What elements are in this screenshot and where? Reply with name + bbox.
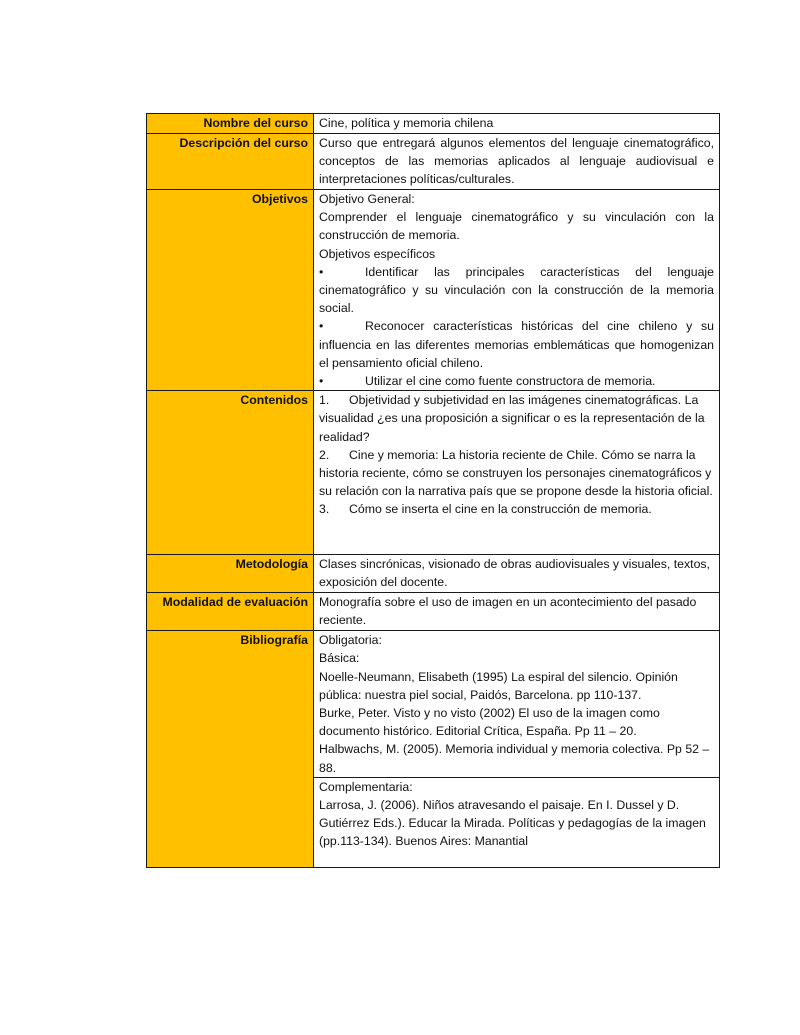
label-descripcion-del-curso: Descripción del curso — [147, 134, 314, 190]
row-metodologia — [147, 555, 720, 593]
objetivo-especifico-text: Reconocer características históricas del cine chileno y su influencia en las diferentes memorias emblemáticas que homogenizan el pensamiento oficial chileno. — [319, 319, 714, 370]
objetivos-especificos-heading: Objetivos específicos — [319, 246, 436, 261]
contenido-item — [319, 391, 714, 446]
label-modalidad-de-evaluacion: Modalidad de evaluación — [147, 593, 314, 631]
label-bibliografia: Bibliografía — [147, 631, 314, 868]
bibliografia-entry: Larrosa, J. (2006). Niños atravesando el paisaje. En I. Dussel y D. Gutiérrez Eds.). Educar la Mirada. Políticas y pedagogías de la imagen (pp.113-134). Buenos Aires: Manantial — [319, 798, 706, 849]
value-bibliografia-complementaria — [314, 777, 720, 867]
row-bibliografia-basica — [147, 631, 720, 778]
course-syllabus-table — [146, 113, 720, 868]
value-objetivos — [314, 190, 720, 391]
bibliografia-entry: Noelle-Neumann, Elisabeth (1995) La espiral del silencio. Opinión pública: nuestra piel social, Paidós, Barcelona. pp 110-137. — [319, 669, 678, 702]
bullet-mark: • — [319, 264, 324, 279]
contenido-text: Cine y memoria: La historia reciente de Chile. Cómo se narra la historia reciente, cómo se construyen los personajes cinematográficos y su relación con la narrativa país que se propone desde la historia oficial. — [319, 447, 713, 499]
value-bibliografia-obligatoria — [314, 631, 720, 778]
objetivo-especifico-item — [319, 263, 714, 318]
bibliografia-complementaria-heading: Complementaria: — [319, 779, 413, 794]
value-metodologia: Clases sincrónicas, visionado de obras audiovisuales y visuales, textos, exposición del docente. — [314, 555, 720, 593]
row-modalidad-de-evaluacion — [147, 593, 720, 631]
value-modalidad-de-evaluacion: Monografía sobre el uso de imagen en un acontecimiento del pasado reciente. — [314, 593, 720, 631]
objetivo-especifico-item — [319, 372, 714, 390]
contenido-item — [319, 446, 714, 501]
objetivo-general-heading: Objetivo General: — [319, 192, 415, 206]
bullet-mark: • — [319, 374, 324, 389]
label-contenidos: Contenidos — [147, 391, 314, 555]
objetivo-general-text: Comprender el lenguaje cinematográfico y su vinculación con la construcción de memoria. — [319, 210, 714, 243]
contenido-text: Cómo se inserta el cine en la construcción de memoria. — [349, 502, 652, 517]
label-nombre-del-curso: Nombre del curso — [147, 114, 314, 134]
bullet-mark: • — [319, 319, 324, 334]
bibliografia-entry: Burke, Peter. Visto y no visto (2002) El uso de la imagen como documento histórico. Editorial Crítica, España. Pp 11 – 20. — [319, 706, 660, 739]
row-objetivos — [147, 190, 720, 391]
contenido-text: Objetividad y subjetividad en las imágenes cinematográficas. La visualidad ¿es una proposición a significar o es la representación de la realidad? — [319, 393, 705, 444]
value-nombre-del-curso: Cine, política y memoria chilena — [314, 114, 720, 134]
row-descripcion-del-curso — [147, 134, 720, 190]
label-metodologia: Metodología — [147, 555, 314, 593]
bibliografia-entry: Halbwachs, M. (2005). Memoria individual y memoria colectiva. Pp 52 – 88. — [319, 742, 710, 775]
value-descripcion-del-curso: Curso que entregará algunos elementos del lenguaje cinematográfico, conceptos de las memorias aplicados al lenguaje audiovisual e interpretaciones políticas/culturales. — [314, 134, 720, 190]
bibliografia-obligatoria-heading: Obligatoria: — [319, 633, 382, 648]
item-number: 1. — [319, 393, 330, 408]
item-number: 2. — [319, 447, 330, 462]
objetivo-especifico-text: Identificar las principales características del lenguaje cinematográfico y su vinculación con la construcción de la memoria social. — [319, 264, 714, 316]
bibliografia-basica-heading: Básica: — [319, 651, 360, 666]
value-contenidos — [314, 391, 720, 555]
item-number: 3. — [319, 502, 330, 517]
row-nombre-del-curso — [147, 114, 720, 134]
contenido-item — [319, 500, 714, 518]
objetivo-especifico-item — [319, 317, 714, 372]
objetivo-especifico-text: Utilizar el cine como fuente constructora de memoria. — [365, 374, 656, 389]
label-objetivos: Objetivos — [147, 190, 314, 391]
row-contenidos — [147, 391, 720, 555]
